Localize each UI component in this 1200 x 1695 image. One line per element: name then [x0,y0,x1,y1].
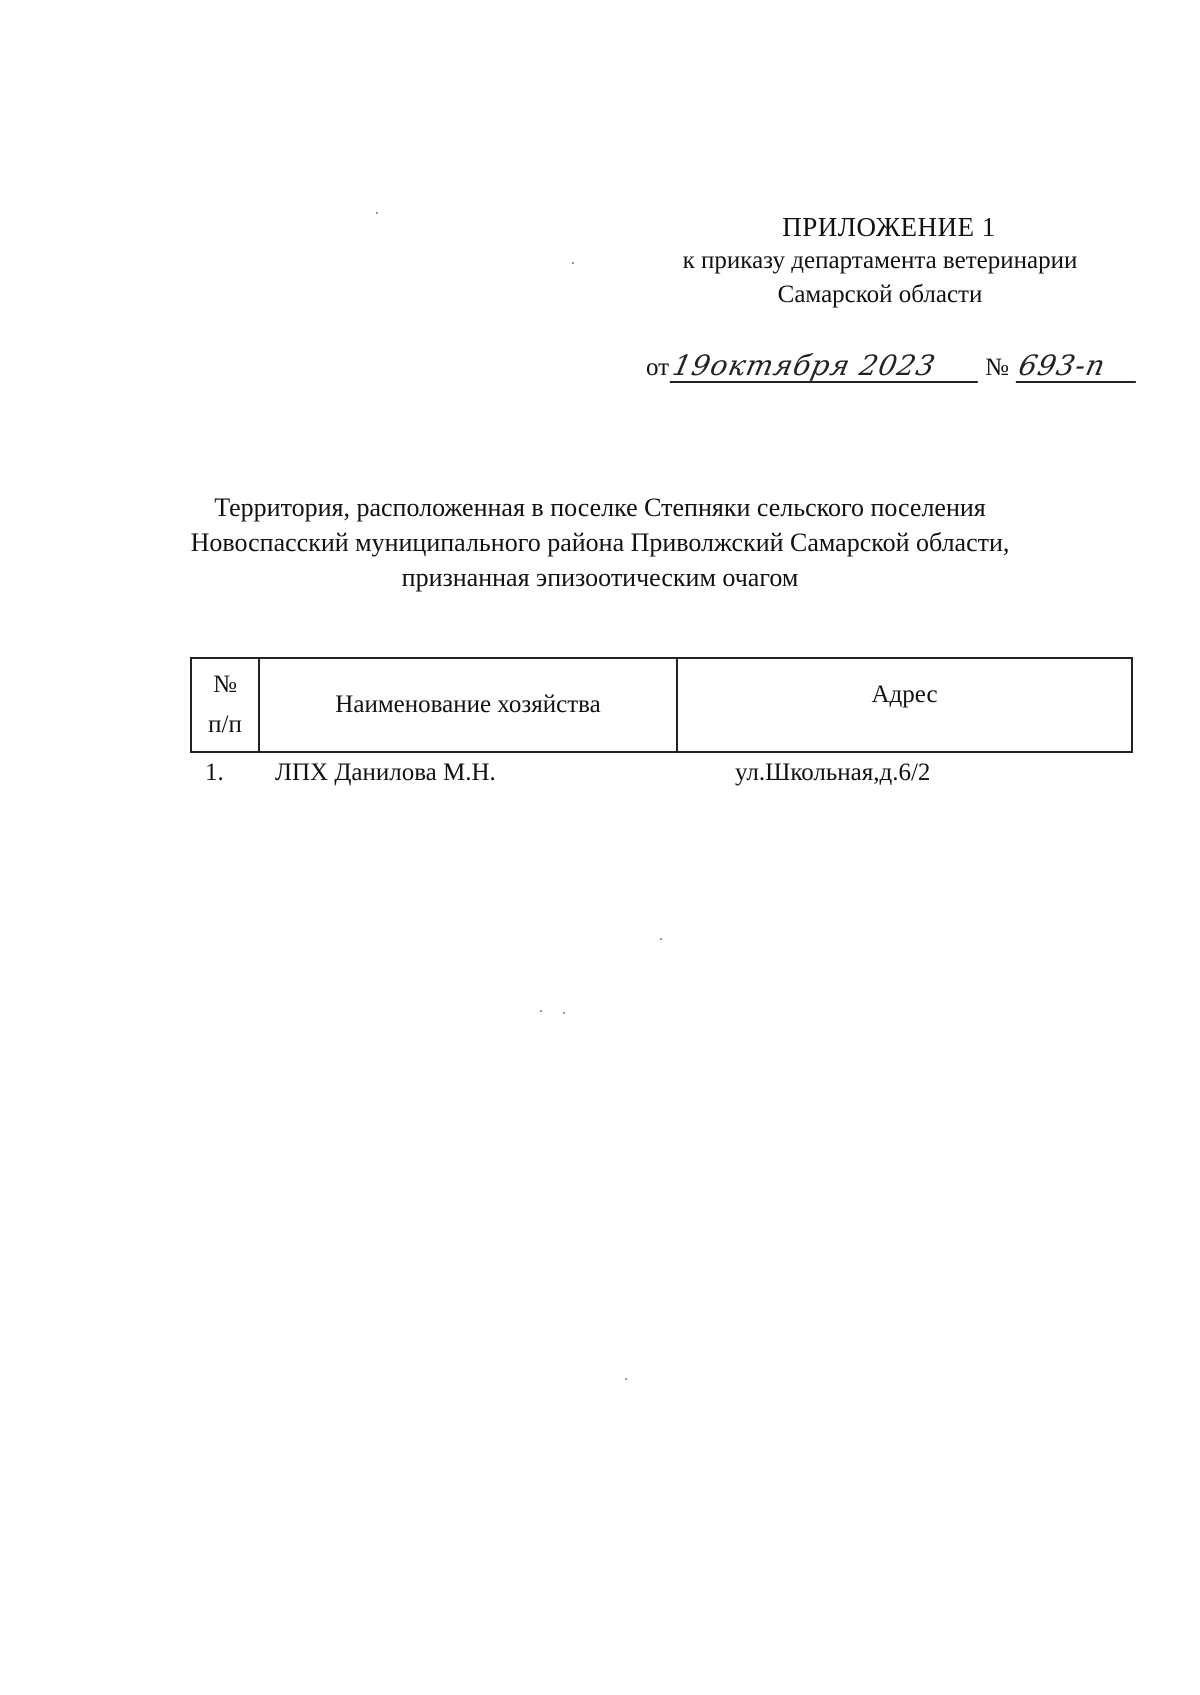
scan-speck [376,212,378,214]
row-number: 1. [205,759,224,786]
farms-table-wrapper [190,657,1133,801]
scan-speck [572,262,574,264]
appendix-reference: к приказу департамента ветеринарии [682,247,1078,274]
order-number-handwritten: 693-п [1016,351,1143,383]
row-address: ул.Школьная,д.6/2 [735,759,931,786]
document-heading [170,490,1030,595]
header-number-abbrev: п/п [208,711,242,738]
header-farm-name: Наименование хозяйства [259,658,677,752]
scan-speck [625,1378,627,1380]
scan-speck [563,1012,565,1014]
row-farm-name: ЛПХ Данилова М.Н. [275,759,496,786]
scan-speck [660,938,662,940]
heading-line-2: Новоспасский муниципального района Приволжский Самарской области, [190,528,1010,557]
order-from-label: от [646,354,670,381]
appendix-block [640,210,1120,312]
scan-speck [540,1010,542,1012]
farms-table [190,657,1133,801]
header-number [191,658,259,752]
order-reference [642,350,1139,386]
heading-line-3: признанная эпизоотическим очагом [401,563,799,592]
heading-line-1: Территория, расположенная в поселке Степняки сельского поселения [214,493,986,522]
header-number-symbol: № [213,671,237,698]
table-row [191,752,1132,801]
order-number-label: № [985,354,1009,381]
appendix-title: ПРИЛОЖЕНИЕ 1 [782,212,996,242]
order-date-handwritten: 19октября 2023 [670,351,985,383]
appendix-region: Самарской области [777,281,983,308]
table-header-row [191,658,1132,752]
header-address: Адрес [677,658,1132,752]
